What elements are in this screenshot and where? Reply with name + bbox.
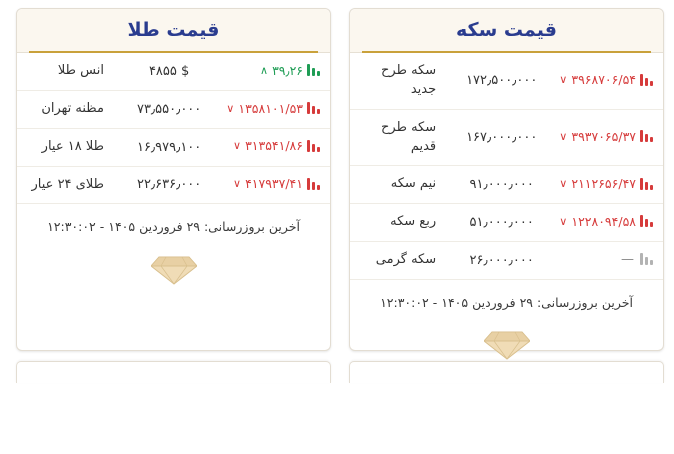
coin-item-name: نیم سکه bbox=[390, 176, 437, 192]
gem-icon bbox=[484, 330, 530, 360]
next-card-coin-peek[interactable] bbox=[349, 361, 664, 383]
gold-change-cell bbox=[220, 90, 330, 128]
coin-price-value: ۱۷۲٫۵۰۰٫۰۰۰ bbox=[466, 73, 538, 89]
coin-last-update: آخرین بروزرسانی: ۲۹ فروردین ۱۴۰۵ - ۱۲:۳۰:۰۲ bbox=[350, 279, 663, 325]
gold-last-update: آخرین بروزرسانی: ۲۹ فروردین ۱۴۰۵ - ۱۲:۳۰:۰۲ bbox=[17, 203, 330, 249]
gold-change-cell bbox=[220, 166, 330, 203]
gold-price-value: ۷۳٫۵۵۰٫۰۰۰ bbox=[136, 101, 202, 117]
chevron-down-icon: ∨ bbox=[559, 177, 568, 191]
coin-card-footer bbox=[350, 324, 663, 350]
next-card-gold-peek[interactable] bbox=[16, 361, 331, 383]
chart-bars-icon bbox=[307, 178, 320, 190]
coin-item-name: سکه گرمی bbox=[375, 252, 437, 268]
change-indicator-flat bbox=[621, 252, 653, 267]
chart-bars-icon bbox=[640, 253, 653, 265]
gold-card-header bbox=[17, 9, 330, 53]
change-value: ۳۹۳۷۰۶۵/۳۷ bbox=[571, 128, 636, 144]
chart-bars-icon bbox=[307, 64, 320, 76]
chart-bars-icon bbox=[640, 130, 653, 142]
gold-price-value: ۱۶٫۹۷۹٫۱۰۰ bbox=[136, 139, 202, 155]
chevron-down-icon: ∨ bbox=[559, 214, 568, 228]
chevron-up-icon: ∧ bbox=[260, 63, 269, 77]
gold-card-title: قیمت طلا bbox=[127, 19, 220, 41]
coin-change-cell bbox=[553, 166, 663, 204]
change-value: ۳۹۶۸۷۰۶/۵۴ bbox=[571, 72, 636, 88]
chevron-down-icon: ∨ bbox=[233, 139, 242, 153]
gold-price-table bbox=[17, 53, 330, 203]
chevron-down-icon: ∨ bbox=[559, 73, 568, 87]
coin-price-value: ۲۶٫۰۰۰٫۰۰۰ bbox=[469, 252, 534, 268]
table-row[interactable] bbox=[350, 242, 663, 279]
gold-price-card bbox=[16, 8, 331, 351]
gold-price-value: ۴۸۵۵ $ bbox=[148, 63, 190, 79]
coin-item-name: سکه طرح قدیم bbox=[381, 119, 437, 154]
gold-item-name: مظنه تهران bbox=[41, 100, 104, 116]
table-row[interactable] bbox=[350, 109, 663, 166]
chart-bars-icon bbox=[640, 74, 653, 86]
chart-bars-icon bbox=[307, 102, 320, 114]
change-indicator-down bbox=[559, 72, 653, 87]
coin-item-name: سکه طرح جدید bbox=[381, 63, 437, 97]
coin-change-cell bbox=[553, 109, 663, 166]
table-row[interactable] bbox=[350, 204, 663, 242]
coin-change-cell bbox=[553, 53, 663, 109]
gold-item-name: طلا ۱۸ عیار bbox=[41, 138, 104, 154]
chart-bars-icon bbox=[307, 140, 320, 152]
change-value: ۳۱۳۵۴۱/۸۶ bbox=[245, 138, 303, 154]
chevron-down-icon: ∨ bbox=[233, 177, 242, 191]
coin-price-value: ۵۱٫۰۰۰٫۰۰۰ bbox=[469, 215, 534, 231]
change-indicator-down bbox=[559, 129, 653, 144]
gold-item-name: انس طلا bbox=[57, 63, 104, 78]
coin-change-cell bbox=[553, 242, 663, 279]
coin-change-cell bbox=[553, 204, 663, 242]
change-value: ۱۳۵۸۱۰۱/۵۳ bbox=[238, 100, 303, 116]
change-value: ۴۱۷۹۳۷/۴۱ bbox=[245, 176, 303, 192]
change-indicator-down bbox=[559, 176, 653, 191]
table-row[interactable] bbox=[350, 53, 663, 109]
chevron-down-icon: ∨ bbox=[559, 129, 568, 143]
table-row[interactable] bbox=[17, 90, 330, 128]
coin-item-name: ربع سکه bbox=[390, 214, 437, 230]
change-value: ۲۱۱۲۶۵۶/۴۷ bbox=[571, 176, 636, 192]
change-indicator-up bbox=[260, 63, 320, 78]
gold-item-name: طلای ۲۴ عیار bbox=[31, 176, 104, 192]
table-row[interactable] bbox=[17, 53, 330, 90]
gold-price-value: ۲۲٫۶۳۶٫۰۰۰ bbox=[136, 177, 202, 193]
coin-price-table bbox=[350, 53, 663, 279]
change-value: ۳۹٫۲۶ bbox=[272, 62, 303, 78]
change-value: — bbox=[621, 251, 634, 267]
chart-bars-icon bbox=[640, 178, 653, 190]
gem-icon bbox=[151, 255, 197, 285]
change-indicator-down bbox=[233, 176, 320, 191]
table-row[interactable] bbox=[17, 166, 330, 203]
change-indicator-down bbox=[233, 138, 320, 153]
coin-price-card bbox=[349, 8, 664, 351]
coin-card-title: قیمت سکه bbox=[456, 19, 557, 41]
next-cards-peek bbox=[0, 351, 674, 383]
gold-change-cell bbox=[220, 53, 330, 90]
table-row[interactable] bbox=[350, 166, 663, 204]
coin-price-value: ۹۱٫۰۰۰٫۰۰۰ bbox=[469, 177, 534, 193]
gold-change-cell bbox=[220, 128, 330, 166]
coin-price-value: ۱۶۷٫۰۰۰٫۰۰۰ bbox=[466, 130, 538, 146]
change-indicator-down bbox=[559, 214, 653, 229]
change-value: ۱۲۲۸۰۹۴/۵۸ bbox=[571, 213, 636, 229]
change-indicator-down bbox=[226, 101, 320, 116]
table-row[interactable] bbox=[17, 128, 330, 166]
chart-bars-icon bbox=[640, 215, 653, 227]
chevron-down-icon: ∨ bbox=[226, 101, 235, 115]
coin-card-header bbox=[350, 9, 663, 53]
gold-card-footer bbox=[17, 249, 330, 275]
